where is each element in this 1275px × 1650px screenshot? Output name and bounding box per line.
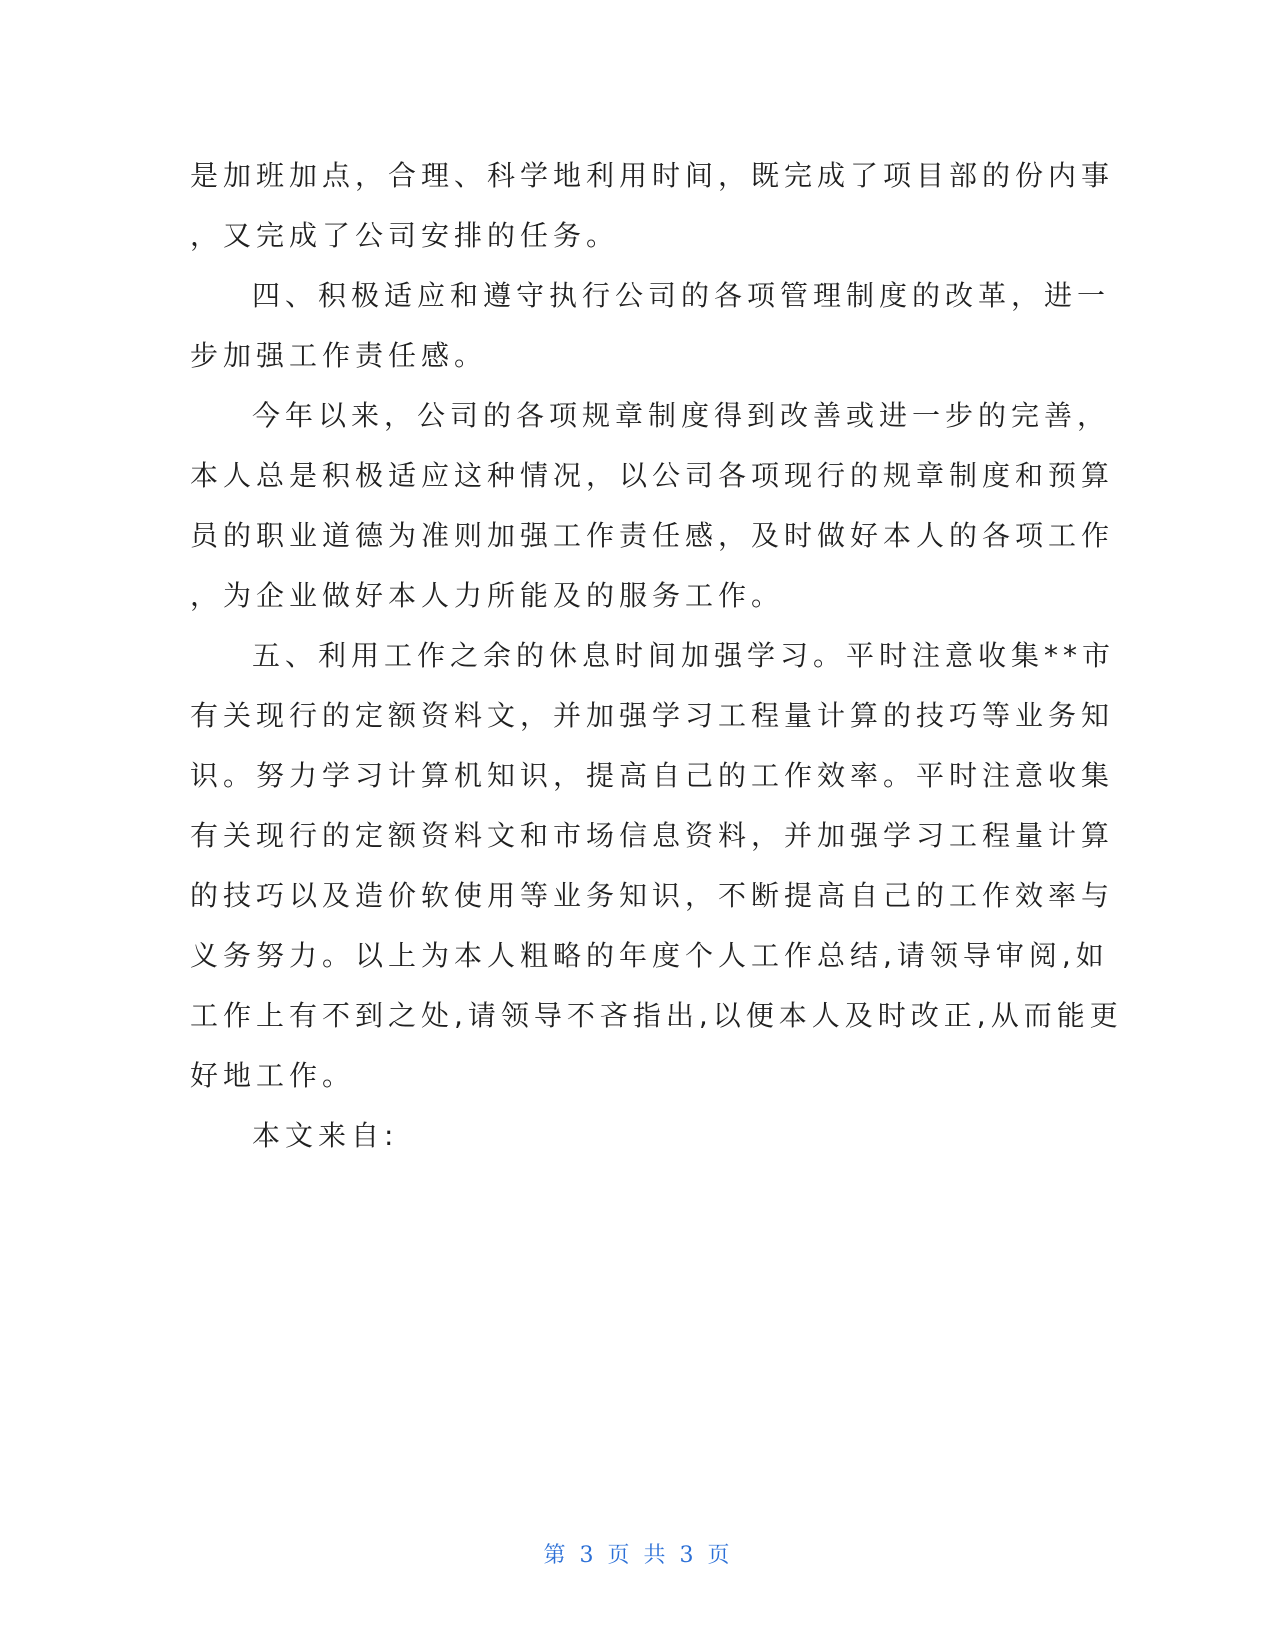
footer-current-page: 3	[579, 1543, 596, 1568]
body-line: 有关现行的定额资料文，并加强学习工程量计算的技巧等业务知	[190, 699, 1115, 732]
footer-total-word: 共	[643, 1543, 668, 1568]
body-line: 识。努力学习计算机知识，提高自己的工作效率。平时注意收集	[190, 759, 1115, 792]
footer-suffix: 页	[707, 1543, 732, 1568]
body-line: 有关现行的定额资料文和市场信息资料，并加强学习工程量计算	[190, 819, 1115, 852]
source-line: 本文来自:	[252, 1119, 399, 1152]
section-heading-line: 步加强工作责任感。	[190, 339, 488, 372]
body-line: 好地工作。	[190, 1059, 356, 1092]
body-line: 工作上有不到之处,请领导不吝指出,以便本人及时改正,从而能更	[190, 999, 1123, 1032]
body-line: 员的职业道德为准则加强工作责任感，及时做好本人的各项工作	[190, 519, 1115, 552]
body-line: ，为企业做好本人力所能及的服务工作。	[190, 579, 785, 612]
body-line: 今年以来，公司的各项规章制度得到改善或进一步的完善，	[252, 399, 1111, 432]
footer-prefix: 第	[543, 1543, 568, 1568]
footer-total-pages: 3	[679, 1543, 696, 1568]
section-heading-line: 四、积极适应和遵守执行公司的各项管理制度的改革，进一	[252, 279, 1111, 312]
section-heading-line: 五、利用工作之余的休息时间加强学习。平时注意收集**市	[252, 639, 1116, 672]
footer-page-word: 页	[607, 1543, 632, 1568]
body-line: 的技巧以及造价软使用等业务知识，不断提高自己的工作效率与	[190, 879, 1115, 912]
document-body	[190, 146, 1123, 1166]
body-line: 是加班加点，合理、科学地利用时间，既完成了项目部的份内事	[190, 159, 1115, 192]
body-line: 义务努力。以上为本人粗略的年度个人工作总结,请领导审阅,如	[190, 939, 1109, 972]
page-footer	[0, 1538, 1275, 1569]
body-line: 本人总是积极适应这种情况，以公司各项现行的规章制度和预算	[190, 459, 1115, 492]
body-line: ，又完成了公司安排的任务。	[190, 219, 620, 252]
